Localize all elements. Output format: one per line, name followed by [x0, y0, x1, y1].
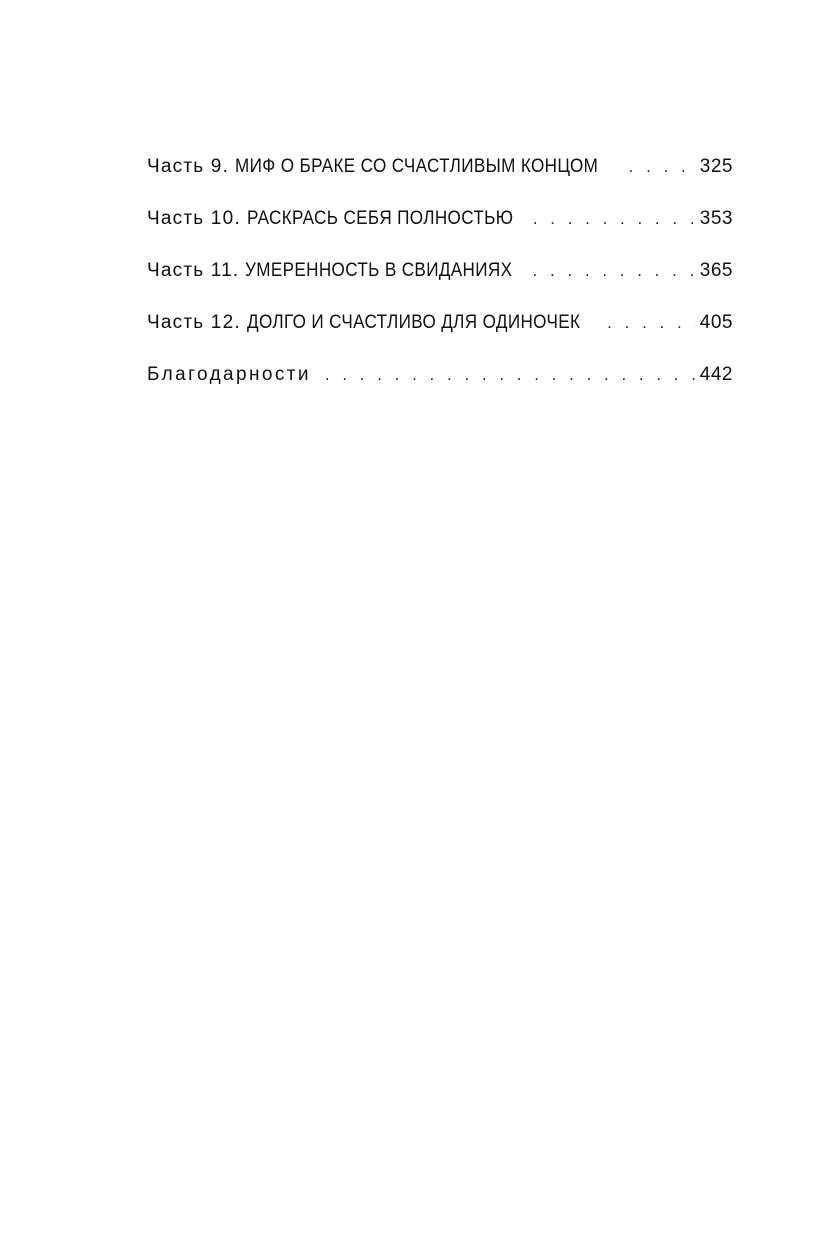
toc-entry-page-number: 353 [699, 208, 733, 229]
toc-entry-prefix: Благодарности [147, 364, 311, 385]
table-of-contents [147, 152, 733, 412]
toc-entry-title: ДОЛГО И СЧАСТЛИВО ДЛЯ ОДИНОЧЕК [246, 312, 581, 333]
toc-leader-dots [533, 204, 696, 234]
toc-entry-page-number: 442 [699, 364, 733, 385]
toc-entry-prefix: Часть 11. [147, 260, 240, 281]
toc-entry-page-number: 405 [699, 312, 733, 333]
toc-entry-part-11[interactable] [147, 256, 733, 308]
toc-entry-prefix: Часть 12. [147, 312, 241, 333]
toc-entry-page-number: 325 [699, 156, 733, 177]
toc-entry-part-12[interactable] [147, 308, 733, 360]
toc-entry-title: УМЕРЕННОСТЬ В СВИДАНИЯХ [245, 260, 513, 281]
toc-entry-prefix: Часть 10. [147, 208, 241, 229]
toc-entry-part-9[interactable] [147, 152, 733, 204]
toc-entry-prefix: Часть 9. [147, 156, 230, 177]
toc-entry-part-10[interactable] [147, 204, 733, 256]
toc-entry-title: МИФ О БРАКЕ СО СЧАСТЛИВЫМ КОНЦОМ [235, 156, 599, 177]
toc-leader-dots [607, 308, 696, 338]
toc-leader-dots [325, 360, 700, 390]
toc-leader-dots [629, 152, 696, 182]
toc-entry-acknowledgements[interactable] [147, 360, 733, 412]
toc-entry-title: РАСКРАСЬ СЕБЯ ПОЛНОСТЬЮ [246, 208, 514, 229]
toc-entry-page-number: 365 [699, 260, 733, 281]
toc-leader-dots [533, 256, 696, 286]
